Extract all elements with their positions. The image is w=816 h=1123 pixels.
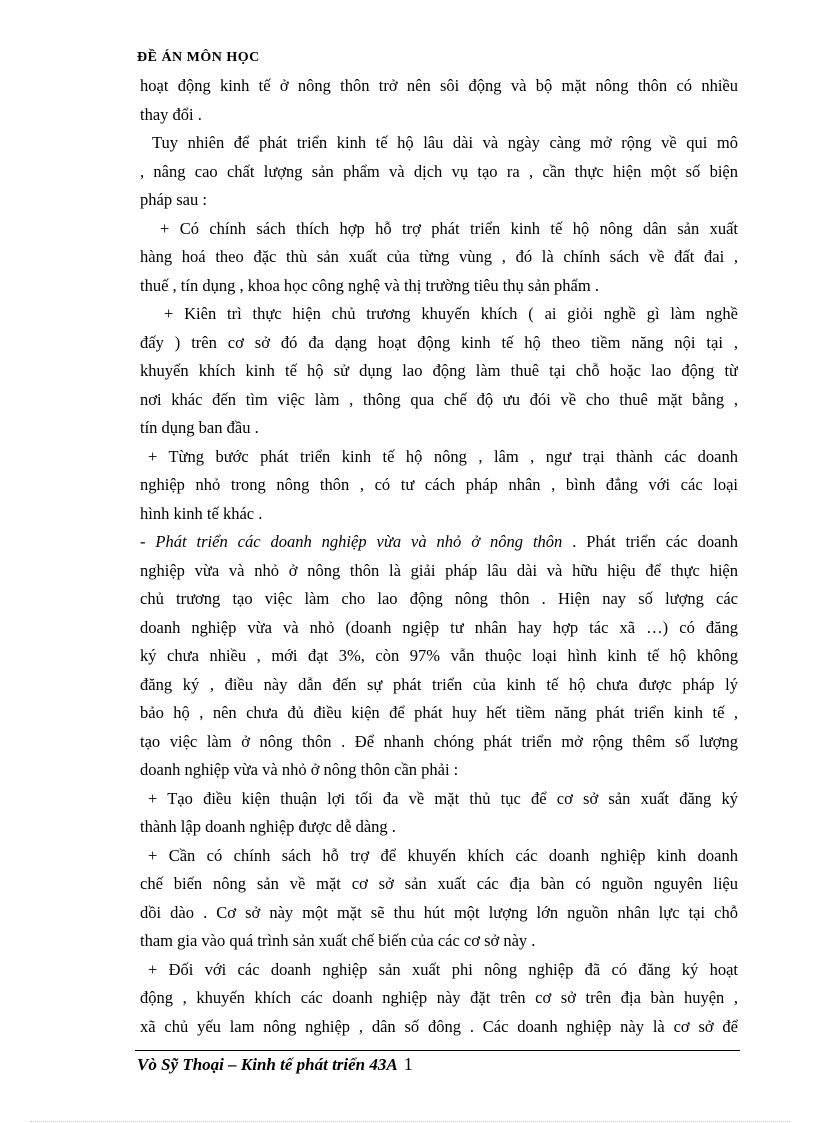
text-line: đăng ký , điều này dẫn đến sự phát triển của kinh tế hộ chưa được pháp lý [140, 674, 738, 694]
text-line: động , khuyến khích các doanh nghiệp này đặt trên cơ sở trên địa bàn huyện , [140, 988, 738, 1007]
heading-continuation: . Phát triển các doanh [562, 532, 738, 551]
text-line: hoạt động kinh tế ở nông thôn trở nên sôi động và bộ mặt nông thôn có nhiều [140, 76, 738, 95]
page-bottom-border [30, 1121, 790, 1122]
document-header: ĐỀ ÁN MÔN HỌC [137, 50, 260, 65]
text-line: pháp sau : [140, 190, 207, 209]
text-line: tạo việc làm ở nông thôn . Để nhanh chóng phát triển mở rộng thêm số lượng [140, 731, 738, 751]
text-line: nghiệp nhỏ trong nông thôn , có tư cách pháp nhân , bình đẳng với các loại [140, 475, 738, 494]
text-line: + Cần có chính sách hỗ trợ để khuyến khích các doanh nghiệp kinh doanh [148, 845, 738, 865]
text-line: chế biến nông sản về mặt cơ sở sản xuất các địa bàn có nguồn nguyên liệu [140, 874, 738, 893]
text-line: , nâng cao chất lượng sản phẩm và dịch vụ tạo ra , cần thực hiện một số biện [140, 161, 738, 181]
text-line: xã chủ yếu lam nông nghiệp , dân số đông . Các doanh nghiệp này là cơ sở để [140, 1016, 738, 1036]
text-line: thành lập doanh nghiệp được dễ dàng . [140, 817, 396, 836]
text-line: bảo hộ , nên chưa đủ điều kiện để phát huy hết tiềm năng phát triển kinh tế , [140, 703, 738, 722]
text-line: khuyến khích kinh tế hộ sử dụng lao động làm thuê tại chỗ hoặc lao động từ [140, 361, 738, 380]
text-line: + Từng bước phát triển kinh tế hộ nông , lâm , ngư trại thành các doanh [148, 446, 738, 466]
text-line: thuế , tín dụng , khoa học công nghệ và thị trường tiêu thụ sản phẩm . [140, 275, 599, 295]
text-line: doanh nghiệp vừa và nhỏ ở nông thôn cần phải : [140, 760, 459, 779]
text-line: hình kinh tế khác . [140, 503, 263, 523]
text-line: chủ trương tạo việc làm cho lao động nông thôn . Hiện nay số lượng các [140, 589, 738, 608]
text-line: Tuy nhiên để phát triển kinh tế hộ lâu dài và ngày càng mở rộng về qui mô [152, 133, 738, 152]
footer-author: Vò Sỹ Thoại – Kinh tế phát triển 43A [137, 1055, 398, 1074]
text-line: ký chưa nhiều , mới đạt 3%, còn 97% vẫn thuộc loại hình kinh tế hộ không [140, 646, 738, 665]
text-line: hàng hoá theo đặc thù sản xuất của từng vùng , đó là chính sách về đất đai , [140, 247, 738, 266]
text-line: đấy ) trên cơ sở đó đa dạng hoạt động kinh tế hộ theo tiềm năng nội tại , [140, 332, 738, 352]
document-footer [137, 1054, 413, 1075]
text-line: tín dụng ban đầu . [140, 418, 259, 437]
text-line: thay đổi . [140, 104, 202, 124]
text-line: + Kiên trì thực hiện chủ trương khuyến khích ( ai giỏi nghề gì làm nghề [164, 304, 738, 323]
text-line-italic-heading [140, 528, 738, 557]
text-line: tham gia vào quá trình sản xuất chế biến của các cơ sở này . [140, 931, 536, 950]
text-line: doanh nghiệp vừa và nhỏ (doanh ngiệp tư nhân hay hợp tác xã …) có đăng [140, 617, 738, 637]
text-line: + Tạo điều kiện thuận lợi tối đa về mặt thủ tục để cơ sở sản xuất đăng ký [148, 788, 738, 808]
footer-divider [135, 1050, 740, 1051]
text-line: nghiệp vừa và nhỏ ở nông thôn là giải pháp lâu dài và hữu hiệu để thực hiện [140, 560, 738, 580]
page-number: 1 [403, 1054, 413, 1074]
text-line: nơi khác đến tìm việc làm , thông qua chế độ ưu đói về cho thuê mặt bằng , [140, 389, 738, 409]
text-line: dồi dào . Cơ sở này một mặt sẽ thu hút một lượng lớn nguồn nhân lực tại chỗ [140, 902, 738, 922]
italic-heading: - Phát triển các doanh nghiệp vừa và nhỏ ở nông thôn [140, 532, 563, 551]
text-line: + Có chính sách thích hợp hỗ trợ phát triển kinh tế hộ nông dân sản xuất [160, 218, 738, 238]
text-line: + Đối với các doanh nghiệp sản xuất phi nông nghiệp đã có đăng ký hoạt [148, 959, 738, 979]
body-text [140, 72, 738, 1041]
